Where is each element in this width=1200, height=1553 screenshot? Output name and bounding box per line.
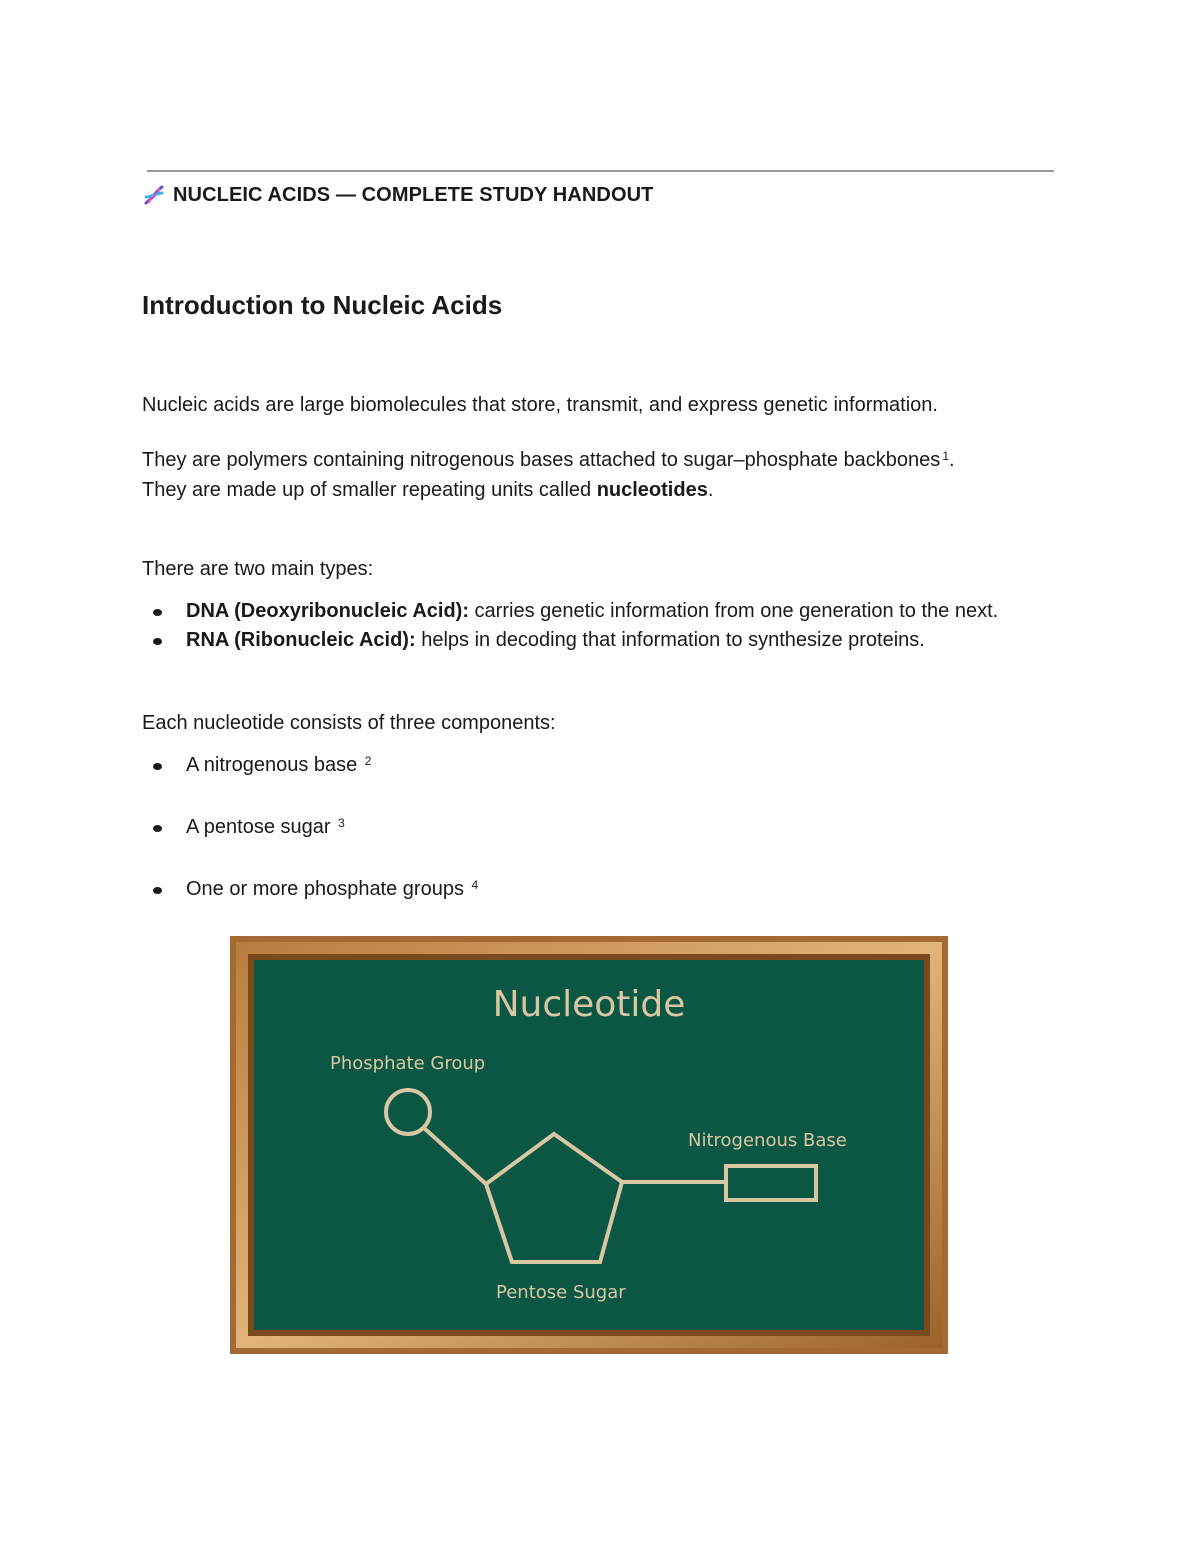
polymer-line2: They are made up of smaller repeating units called xyxy=(142,479,597,501)
list-item: A nitrogenous base $^2$ xyxy=(142,751,1052,780)
dna-icon xyxy=(142,183,166,207)
list-item: DNA (Deoxyribonucleic Acid): carries genetic information from one generation to the next. xyxy=(142,597,1052,626)
polymer-paragraph: They are polymers containing nitrogenous bases attached to sugar–phosphate backbones $^1$. They are made up of smaller repeating units called nucleotides. xyxy=(142,449,955,501)
nucleotide-diagram xyxy=(230,936,948,1354)
footnote-ref-4[interactable]: 4 xyxy=(471,878,479,892)
list-item: RNA (Ribonucleic Acid): helps in decoding that information to synthesize proteins. xyxy=(142,626,1052,655)
nucleotides-term: nucleotides xyxy=(596,479,708,501)
components-intro: Each nucleotide consists of three components: xyxy=(142,712,556,734)
polymer-line1: They are polymers containing nitrogenous bases attached to sugar–phosphate backbones xyxy=(142,449,941,471)
diagram-title: Nucleotide xyxy=(492,984,686,1025)
footnote-ref-2[interactable]: 2 xyxy=(364,754,372,768)
footnote-ref-3[interactable]: 3 xyxy=(338,816,345,830)
document-title: NUCLEIC ACIDS — COMPLETE STUDY HANDOUT xyxy=(173,183,654,206)
list-item: One or more phosphate groups $^4$ xyxy=(142,875,1052,904)
section-heading: Introduction to Nucleic Acids xyxy=(142,290,503,320)
header-rule xyxy=(147,170,1054,172)
intro-paragraph: Nucleic acids are large biomolecules that store, transmit, and express genetic information. xyxy=(142,394,938,416)
footnote-ref-1[interactable]: 1 xyxy=(942,449,949,463)
label-pentose-sugar: Pentose Sugar xyxy=(496,1282,626,1303)
label-phosphate-group: Phosphate Group xyxy=(330,1053,486,1074)
types-intro: There are two main types: xyxy=(142,558,374,580)
document-header xyxy=(142,183,653,207)
list-item: A pentose sugar $^3$ xyxy=(142,813,1052,842)
types-list xyxy=(142,597,1052,655)
nucleotide-chalkboard xyxy=(230,936,948,1354)
label-nitrogenous-base: Nitrogenous Base xyxy=(688,1130,847,1151)
components-list xyxy=(142,751,1052,937)
